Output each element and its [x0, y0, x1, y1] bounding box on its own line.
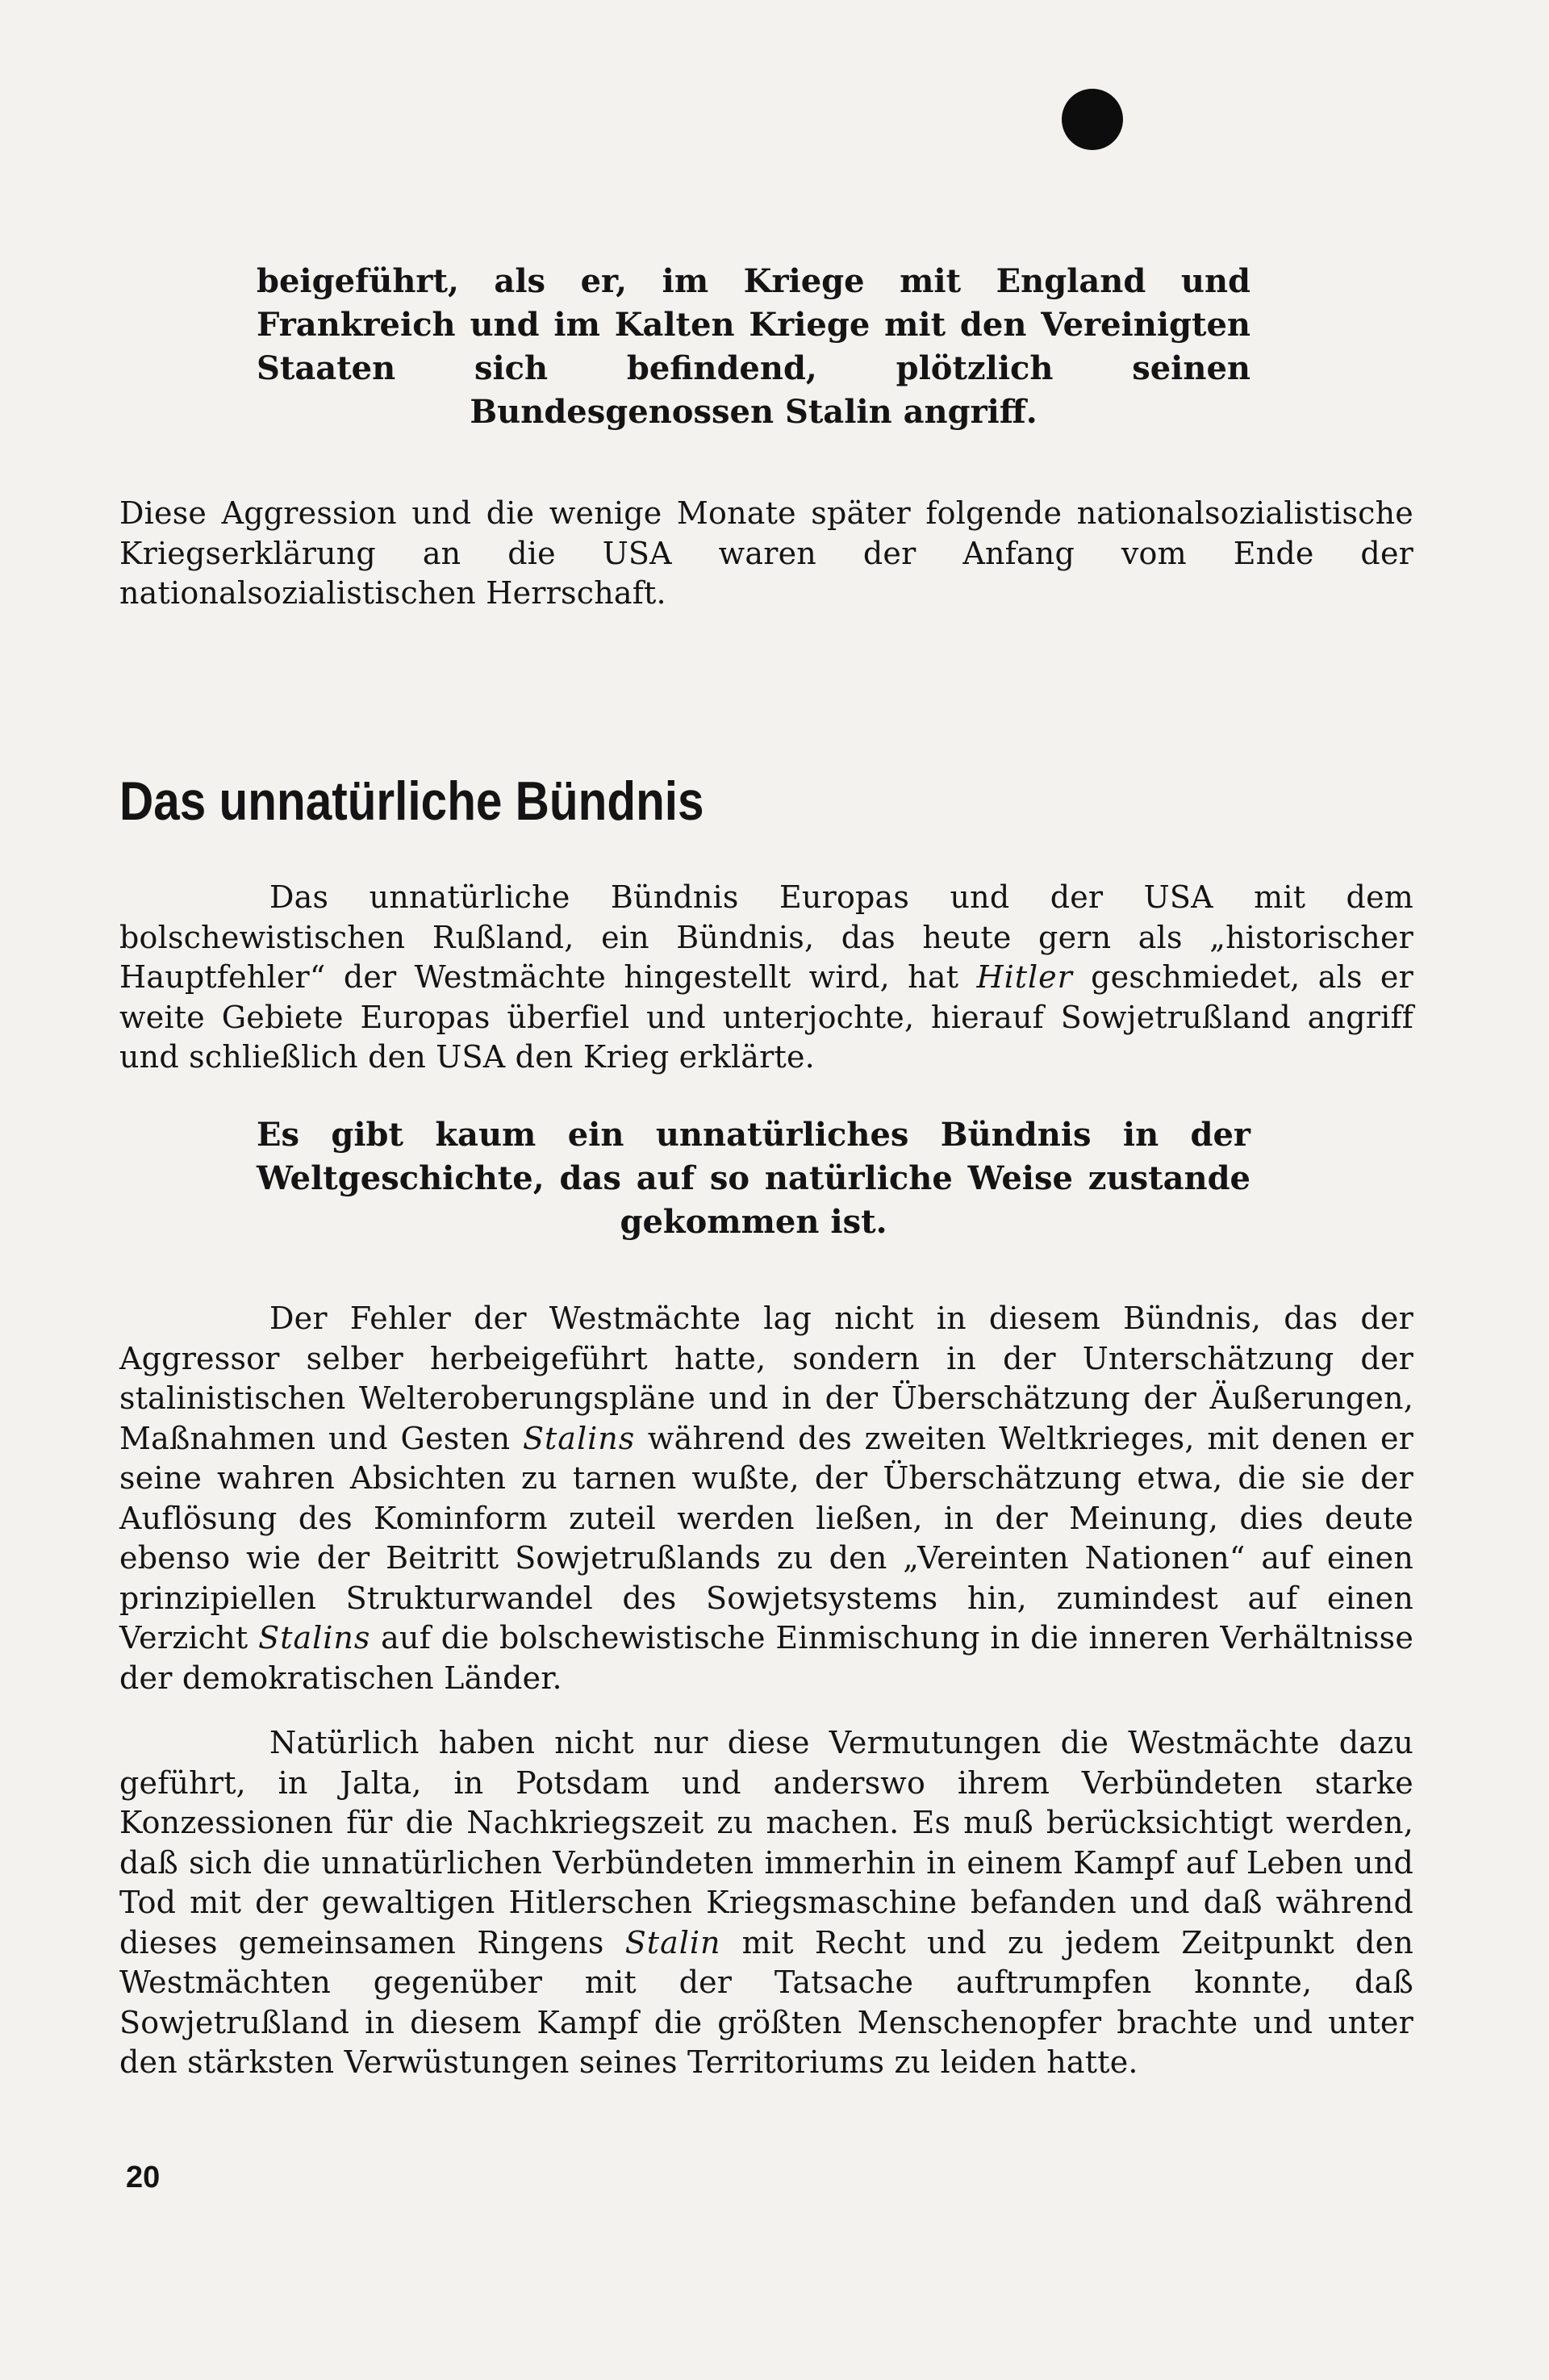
paragraph-text: mit Recht und zu jedem Zeitpunkt den Westmächten gegenüber mit der Tatsache auftrumpfen konnte, daß Sowjetrußland in diesem Kampf die größten Menschenopfer brachte und unter den stärksten Verwüstungen seines Territoriums zu leiden hatte. [119, 1924, 1413, 2080]
name-hitler: Hitler [976, 959, 1073, 995]
paragraph-text: geschmiedet, als er weite Gebiete Europas überfiel und unterjochte, hierauf Sowjetrußland angriff und schließlich den USA den Krieg erklärte. [119, 959, 1413, 1075]
section-heading: Das unnatürliche Bündnis [119, 770, 704, 832]
name-stalins: Stalins [523, 1420, 636, 1456]
middle-emphasis-paragraph: Es gibt kaum ein unnatürliches Bündnis in der Weltgeschichte, das auf so natürliche Weise zustande gekommen ist. [257, 1116, 1250, 1241]
punch-hole-mark [1062, 89, 1123, 150]
paragraph-fehler [119, 1299, 1413, 1698]
page-number: 20 [126, 2161, 161, 2194]
paragraph-natuerlich [119, 1723, 1413, 2083]
top-emphasis-paragraph: beigeführt, als er, im Kriege mit England und Frankreich und im Kalten Kriege mit den Vereinigten Staaten sich befindend, plötzlich seinen Bundesgenossen Stalin angriff. [257, 262, 1250, 431]
paragraph-text: Das unnatürliche Bündnis Europas und der USA mit dem bolschewistischen Rußland, ein Bündnis, das heute gern als „historischer Hauptfehler“ der Westmächte hingestellt wird, hat [119, 879, 1413, 995]
paragraph-aggression: Diese Aggression und die wenige Monate später folgende nationalsozialistische Kriegserklärung an die USA waren der Anfang vom Ende der nationalsozialistischen Herrschaft. [119, 495, 1413, 611]
paragraph-text: während des zweiten Weltkrieges, mit denen er seine wahren Absichten zu tarnen wußte, der Überschätzung etwa, die sie der Auflösung des Kominform zuteil werden ließen, in der Meinung, dies deute ebenso wie der Beitritt Sowjetrußlands zu den „Vereinten Nationen“ auf einen prinzipiellen Strukturwandel des Sowjetsystems hin, zumindest auf einen Verzicht [119, 1420, 1414, 1656]
paragraph-text: auf die bolschewistische Einmischung in die inneren Verhältnisse der demokratischen Länder. [119, 1620, 1414, 1696]
name-stalin: Stalin [624, 1924, 721, 1960]
paragraph-text: Der Fehler der Westmächte lag nicht in diesem Bündnis, das der Aggressor selber herbeigeführt hatte, sondern in der Unterschätzung der stalinistischen Welteroberungspläne und in der Überschätzung der Äußerungen, Maßnahmen und Gesten [119, 1301, 1413, 1456]
paragraph-buendnis [119, 878, 1413, 1078]
paragraph-text: Natürlich haben nicht nur diese Vermutungen die Westmächte dazu geführt, in Jalta, in Potsdam und anderswo ihrem Verbündeten starke Konzessionen für die Nachkriegszeit zu machen. Es muß berücksichtigt werden, daß sich die unnatürlichen Verbündeten immerhin in einem Kampf auf Leben und Tod mit der gewaltigen Hitlerschen Kriegsmaschine befanden und daß während dieses gemeinsamen Ringens [119, 1725, 1413, 1960]
name-stalins: Stalins [258, 1620, 371, 1656]
